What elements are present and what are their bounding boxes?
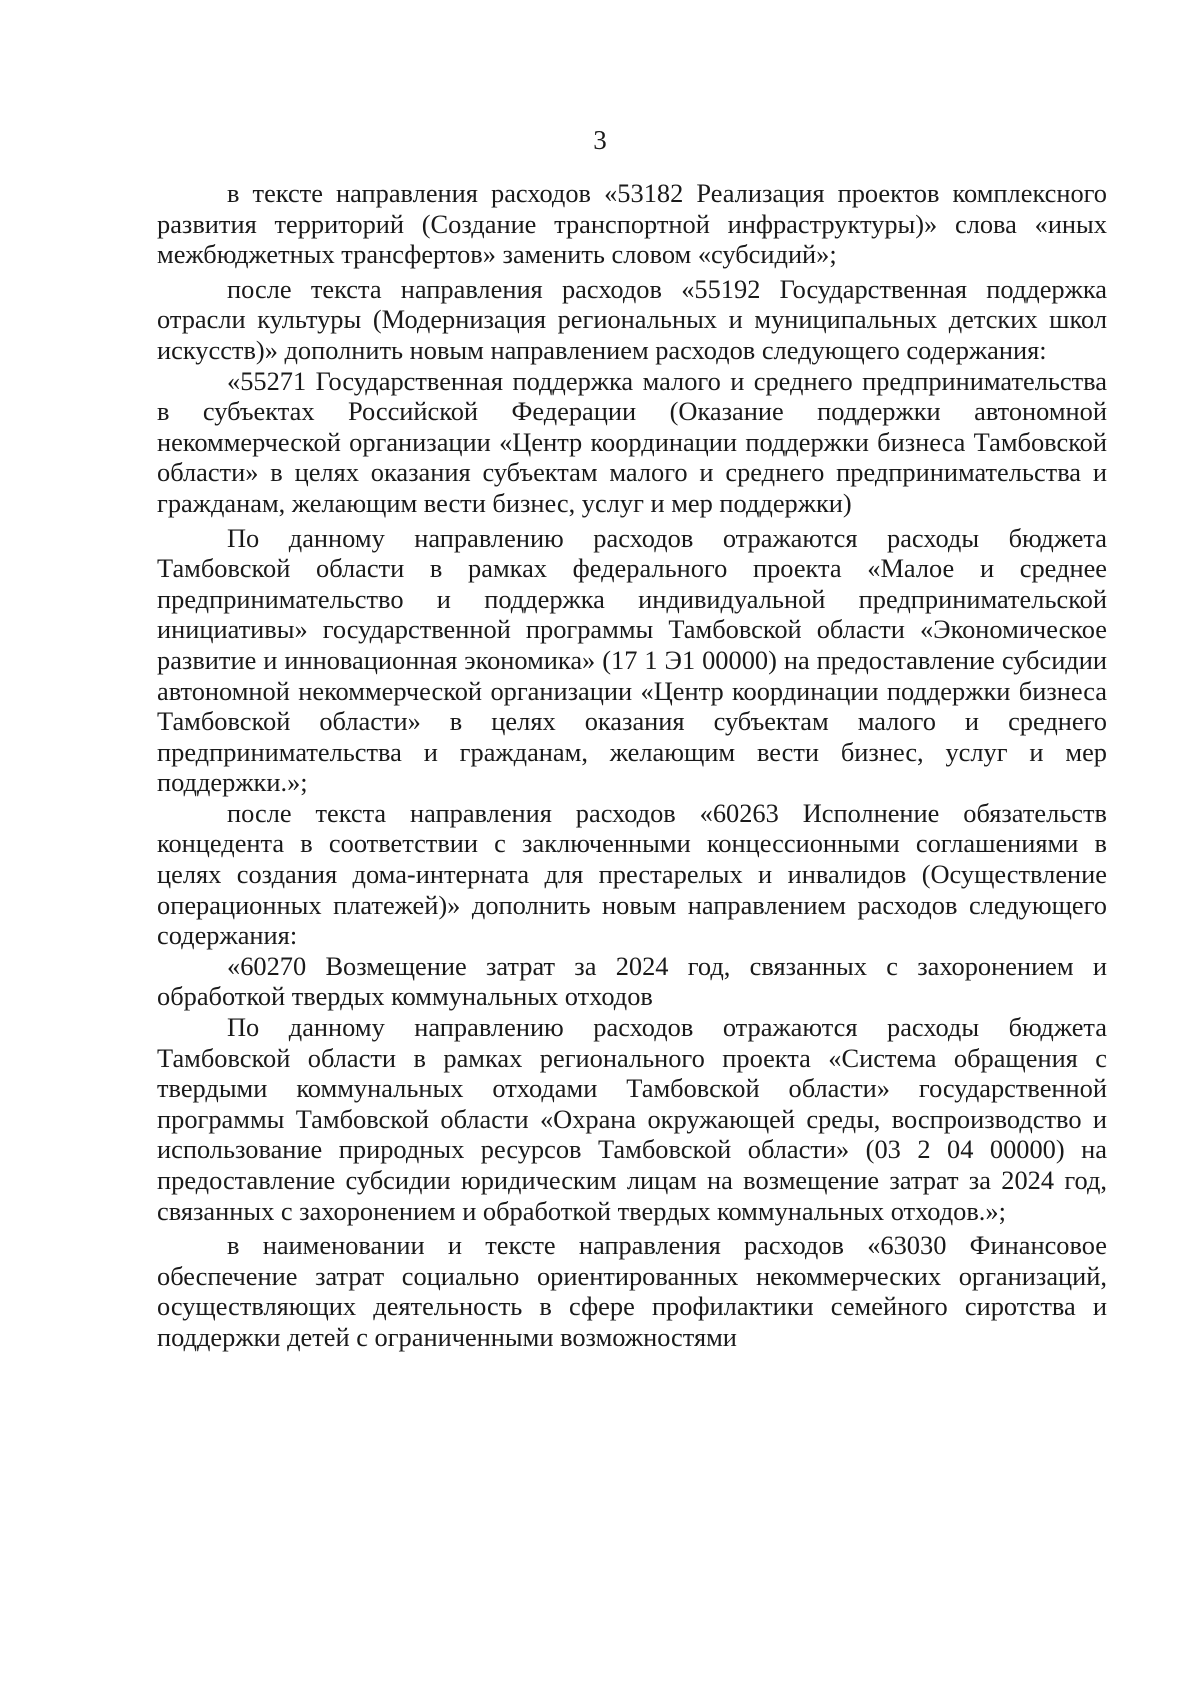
paragraph-60263-addition: после текста направления расходов «60263 Исполнение обязательств концедента в соответствии с заключенными концессионными соглашениями в целях создания дома-интерната для престарелых и инвалидов (Осуществление операционных платежей)» дополнить новым направлением расходов следующего содержания: [157,797,1107,951]
paragraph-60270-title: «60270 Возмещение затрат за 2024 год, связанных с захоронением и обработкой твердых коммунальных отходов [157,950,1107,1012]
paragraph-55271-description: По данному направлению расходов отражаются расходы бюджета Тамбовской области в рамках федерального проекта «Малое и среднее предпринимательство и поддержка индивидуальной предпринимательской инициативы» государственной программы Тамбовской области «Экономическое развитие и инновационная экономика» (17 1 Э1 00000) на предоставление субсидии автономной некоммерческой организации «Центр координации поддержки бизнеса Тамбовской области» в целях оказания субъектам малого и среднего предпринимательства и гражданам, желающим вести бизнес, услуг и мер поддержки.»; [157,522,1107,798]
paragraph-55271-title: «55271 Государственная поддержка малого и среднего предпринимательства в субъектах Российской Федерации (Оказание поддержки автономной некоммерческой организации «Центр координации поддержки бизнеса Тамбовской области» в целях оказания субъектам малого и среднего предпринимательства и гражданам, желающим вести бизнес, услуг и мер поддержки) [157,365,1107,518]
document-body [157,178,1107,1353]
paragraph-53182-amendment: в тексте направления расходов «53182 Реализация проектов комплексного развития территорий (Создание транспортной инфраструктуры)» слова «иных межбюджетных трансфертов» заменить словом «субсидий»; [157,178,1107,270]
paragraph-55192-addition: после текста направления расходов «55192 Государственная поддержка отрасли культуры (Модернизация региональных и муниципальных детских школ искусств)» дополнить новым направлением расходов следующего содержания: [157,273,1107,365]
paragraph-63030-amendment: в наименовании и тексте направления расходов «63030 Финансовое обеспечение затрат социально ориентированных некоммерческих организаций, осуществляющих деятельность в сфере профилактики семейного сиротства и поддержки детей с ограниченными возможностями [157,1230,1107,1352]
page-number: 3 [593,125,607,155]
paragraph-60270-description: По данному направлению расходов отражаются расходы бюджета Тамбовской области в рамках регионального проекта «Система обращения с твердыми коммунальных отходами Тамбовской области» государственной программы Тамбовской области «Охрана окружающей среды, воспроизводство и использование природных ресурсов Тамбовской области» (03 2 04 00000) на предоставление субсидии юридическим лицам на возмещение затрат за 2024 год, связанных с захоронением и обработкой твердых коммунальных отходов.»; [157,1012,1107,1226]
